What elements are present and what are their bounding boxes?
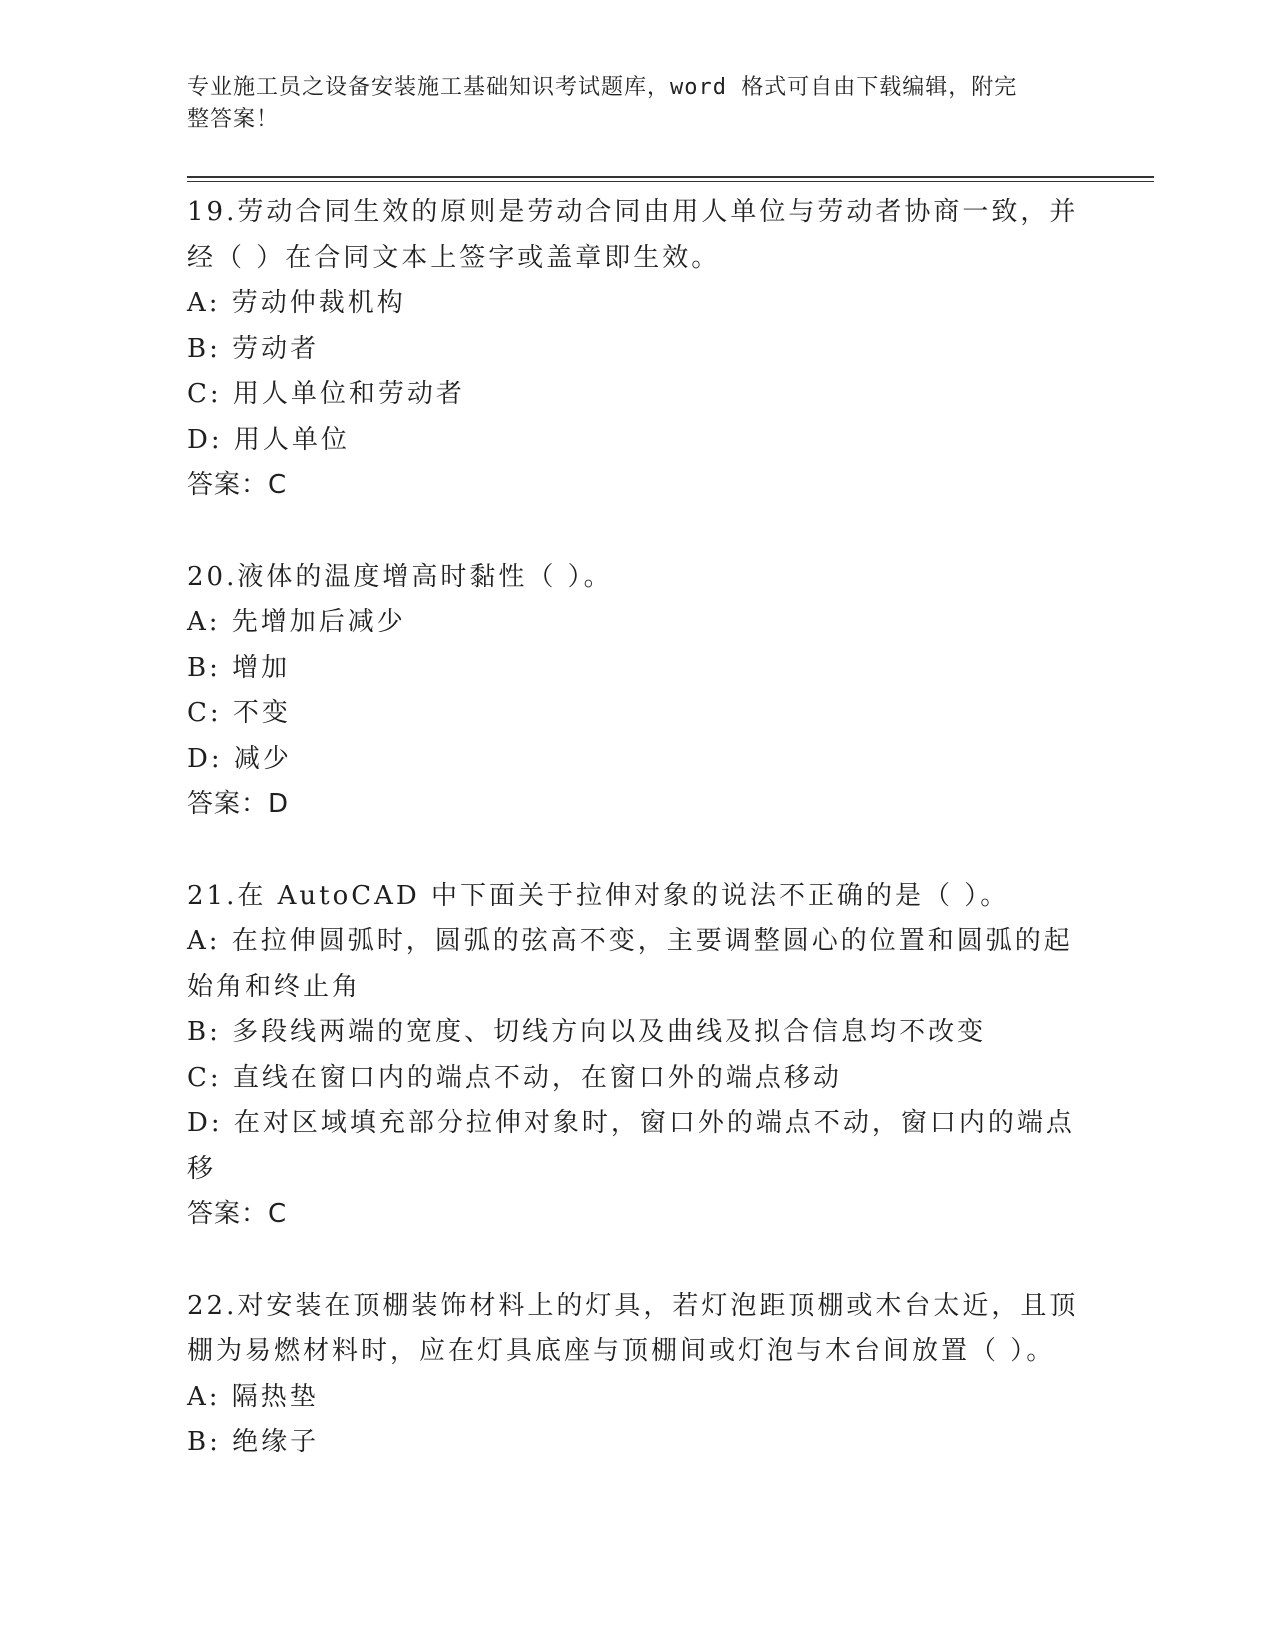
header-divider-thick — [187, 176, 1154, 178]
question-stem-line: 棚为易燃材料时，应在灯具底座与顶棚间或灯泡与木台间放置（ ）。 — [187, 1336, 1056, 1366]
question-stem-line: 19.劳动合同生效的原则是劳动合同由用人单位与劳动者协商一致，并 — [187, 197, 1079, 227]
answer-label: 答案：D — [187, 789, 290, 819]
question-spacer — [187, 1238, 1087, 1284]
option-d: D: 减少 — [187, 743, 292, 774]
option-d-continued: 移 — [187, 1153, 217, 1184]
question-20 — [187, 555, 1087, 828]
question-list — [187, 190, 1087, 1466]
header-line-1: 专业施工员之设备安装施工基础知识考试题库，word 格式可自由下载编辑，附完 — [187, 75, 1018, 100]
question-21 — [187, 874, 1087, 1238]
option-a: A: 在拉伸圆弧时，圆弧的弦高不变，主要调整圆心的位置和圆弧的起 — [187, 926, 1073, 956]
option-a-continued: 始角和终止角 — [187, 971, 362, 1002]
question-stem-line: 20.液体的温度增高时黏性（ ）。 — [187, 561, 613, 592]
question-spacer — [187, 509, 1087, 555]
option-d: D: 用人单位 — [187, 424, 350, 455]
option-c: C: 用人单位和劳动者 — [187, 379, 465, 409]
header-line-2: 整答案！ — [187, 107, 280, 132]
option-c: C: 不变 — [187, 698, 291, 728]
option-a: A: 劳动仲裁机构 — [187, 288, 406, 318]
option-b: B: 多段线两端的宽度、切线方向以及曲线及拟合信息均不改变 — [187, 1017, 987, 1047]
question-stem-line: 22.对安装在顶棚装饰材料上的灯具，若灯泡距顶棚或木台太近，且顶 — [187, 1290, 1079, 1321]
option-a: A: 先增加后减少 — [187, 607, 406, 637]
question-22 — [187, 1284, 1087, 1466]
header-divider-thin — [187, 181, 1154, 182]
option-d: D: 在对区域填充部分拉伸对象时，窗口外的端点不动，窗口内的端点 — [187, 1108, 1075, 1138]
document-header — [187, 72, 1067, 136]
question-stem-line: 经（ ）在合同文本上签字或盖章即生效。 — [187, 242, 721, 273]
question-stem-line: 21.在 AutoCAD 中下面关于拉伸对象的说法不正确的是（ ）。 — [187, 880, 1010, 911]
option-b: B: 增加 — [187, 652, 291, 683]
option-b: B: 绝缘子 — [187, 1427, 320, 1457]
option-b: B: 劳动者 — [187, 333, 320, 364]
question-19 — [187, 190, 1087, 509]
option-a: A: 隔热垫 — [187, 1381, 319, 1412]
answer-label: 答案：C — [187, 470, 288, 500]
option-c: C: 直线在窗口内的端点不动，在窗口外的端点移动 — [187, 1062, 842, 1093]
answer-label: 答案：C — [187, 1199, 288, 1229]
question-spacer — [187, 828, 1087, 874]
